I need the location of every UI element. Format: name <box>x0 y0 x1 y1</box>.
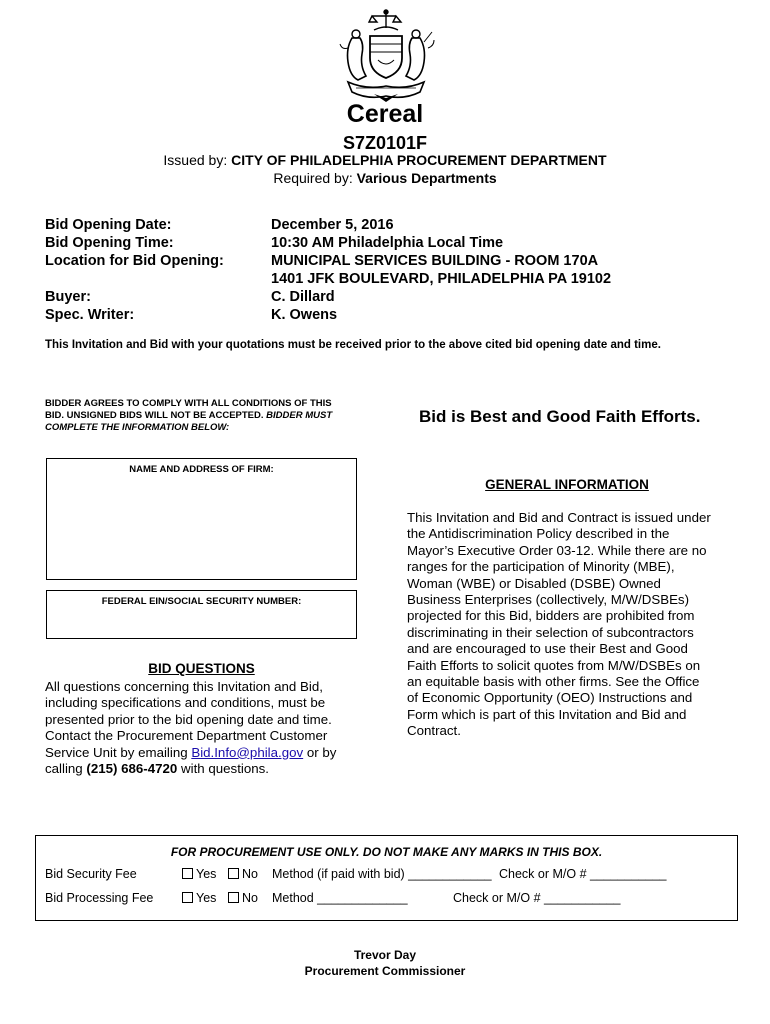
buyer-label: Buyer: <box>45 289 91 305</box>
spec-writer-label: Spec. Writer: <box>45 307 135 323</box>
bid-info-email-link[interactable]: Bid.Info@phila.gov <box>191 744 304 760</box>
bid-processing-check-field: Check or M/O # ___________ <box>453 891 621 905</box>
agreement-line2-italic: BIDDER MUST <box>266 410 333 421</box>
gi-line: discriminating in their selection of subcontractors <box>407 624 694 640</box>
checkbox-icon <box>228 868 239 879</box>
bid-security-check-field: Check or M/O # ___________ <box>499 867 667 881</box>
agreement-line2: BID. UNSIGNED BIDS WILL NOT BE ACCEPTED. <box>45 410 264 421</box>
gi-line: the Antidiscrimination Policy described in the <box>407 526 670 542</box>
issued-by-line <box>0 152 770 168</box>
signatory-name: Trevor Day <box>353 948 417 962</box>
spec-writer-value: K. Owens <box>271 307 338 323</box>
bid-processing-method-field: Method _____________ <box>272 891 408 905</box>
bid-processing-fee-label: Bid Processing Fee <box>45 891 154 905</box>
phone-number: (215) 686-4720 <box>86 761 178 777</box>
bq-line: All questions concerning this Invitation and Bid, <box>45 679 323 694</box>
required-by-label: Required by: <box>273 170 353 186</box>
bid-number: S7Z0101F <box>342 133 428 153</box>
bid-location-line1: MUNICIPAL SERVICES BUILDING - ROOM 170A <box>271 253 599 269</box>
buyer-value: C. Dillard <box>271 289 335 305</box>
gi-line: an equitable basis with other firms. See the Office <box>407 674 700 690</box>
bq-line: Contact the Procurement Department Customer <box>45 728 328 744</box>
gi-line: Woman (WBE) or Disabled (DSBE) Owned <box>407 575 661 591</box>
bid-processing-no-option[interactable]: No <box>228 891 258 905</box>
bid-security-method-field: Method (if paid with bid) ____________ <box>272 867 492 881</box>
general-information-heading: GENERAL INFORMATION <box>485 477 649 492</box>
agreement-line1: BIDDER AGREES TO COMPLY WITH ALL CONDITIONS OF THIS <box>45 398 332 409</box>
bq-line6-post: with questions. <box>177 761 269 777</box>
bq-line5-post: or by <box>303 744 337 760</box>
bq-line: including specifications and conditions, must be <box>45 695 326 711</box>
city-seal-logo <box>334 8 438 106</box>
checkbox-icon <box>182 892 193 903</box>
best-effort-statement: Bid is Best and Good Faith Efforts. <box>419 407 701 426</box>
gi-line: Business Enterprises (collectively, M/W/DSBEs) <box>407 592 690 608</box>
federal-ein-label: FEDERAL EIN/SOCIAL SECURITY NUMBER: <box>101 596 302 607</box>
issued-by-value: CITY OF PHILADELPHIA PROCUREMENT DEPARTMENT <box>231 152 607 168</box>
bid-opening-time-value: 10:30 AM Philadelphia Local Time <box>271 235 504 251</box>
gi-line: ranges for the participation of Minority (MBE), <box>407 559 675 575</box>
procurement-use-box <box>35 835 738 921</box>
bid-detail-labels <box>45 216 224 324</box>
signatory-title: Procurement Commissioner <box>304 964 466 978</box>
gi-line: This Invitation and Bid and Contract is issued under <box>407 510 711 525</box>
bq-line6-pre: calling <box>45 761 87 777</box>
bid-questions-body <box>45 679 363 777</box>
procurement-box-heading: FOR PROCUREMENT USE ONLY. DO NOT MAKE ANY MARKS IN THIS BOX. <box>170 845 603 859</box>
bidder-agreement <box>45 398 365 434</box>
gi-line: of Economic Opportunity (OEO) Instructions and <box>407 690 693 706</box>
issued-by-label: Issued by: <box>163 152 228 168</box>
gi-line: Contract. <box>407 723 461 739</box>
gi-line: projected for this Bid, bidders are prohibited from <box>407 608 695 624</box>
federal-ein-box[interactable] <box>46 590 357 639</box>
general-information-body <box>407 510 727 740</box>
checkbox-icon <box>182 868 193 879</box>
bid-security-no-option[interactable]: No <box>228 867 258 881</box>
bid-location-line2: 1401 JFK BOULEVARD, PHILADELPHIA PA 19102 <box>271 271 612 287</box>
gi-line: and are encouraged to use their Best and Good <box>407 641 688 657</box>
bid-questions-heading: BID QUESTIONS <box>148 661 255 676</box>
bid-opening-date-value: December 5, 2016 <box>271 217 394 233</box>
bid-opening-time-label: Bid Opening Time: <box>45 235 174 251</box>
bid-location-label: Location for Bid Opening: <box>45 253 224 269</box>
required-by-line <box>0 170 770 186</box>
gi-line: Mayor’s Executive Order 03-12. While there are no <box>407 542 707 558</box>
required-by-value: Various Departments <box>356 170 497 186</box>
bid-opening-date-label: Bid Opening Date: <box>45 217 172 233</box>
checkbox-icon <box>228 892 239 903</box>
bq-line: presented prior to the bid opening date and time. <box>45 711 332 727</box>
document-title: Cereal <box>346 100 424 128</box>
bid-detail-values <box>271 216 611 324</box>
bid-processing-yes-option[interactable]: Yes <box>182 891 216 905</box>
firm-name-address-box[interactable] <box>46 458 357 580</box>
bq-line5-pre: Service Unit by emailing <box>45 744 192 760</box>
submission-notice: This Invitation and Bid with your quotations must be received prior to the above cited bid opening date and time. <box>45 339 661 351</box>
firm-name-address-label: NAME AND ADDRESS OF FIRM: <box>129 464 274 475</box>
bid-security-fee-label: Bid Security Fee <box>45 867 137 881</box>
gi-line: Faith Efforts to solicit quotes from M/W/DSBEs on <box>407 657 701 673</box>
gi-line: Form which is part of this Invitation and Bid and <box>407 706 687 722</box>
agreement-line3-italic: COMPLETE THE INFORMATION BELOW: <box>45 422 230 433</box>
bid-security-yes-option[interactable]: Yes <box>182 867 216 881</box>
